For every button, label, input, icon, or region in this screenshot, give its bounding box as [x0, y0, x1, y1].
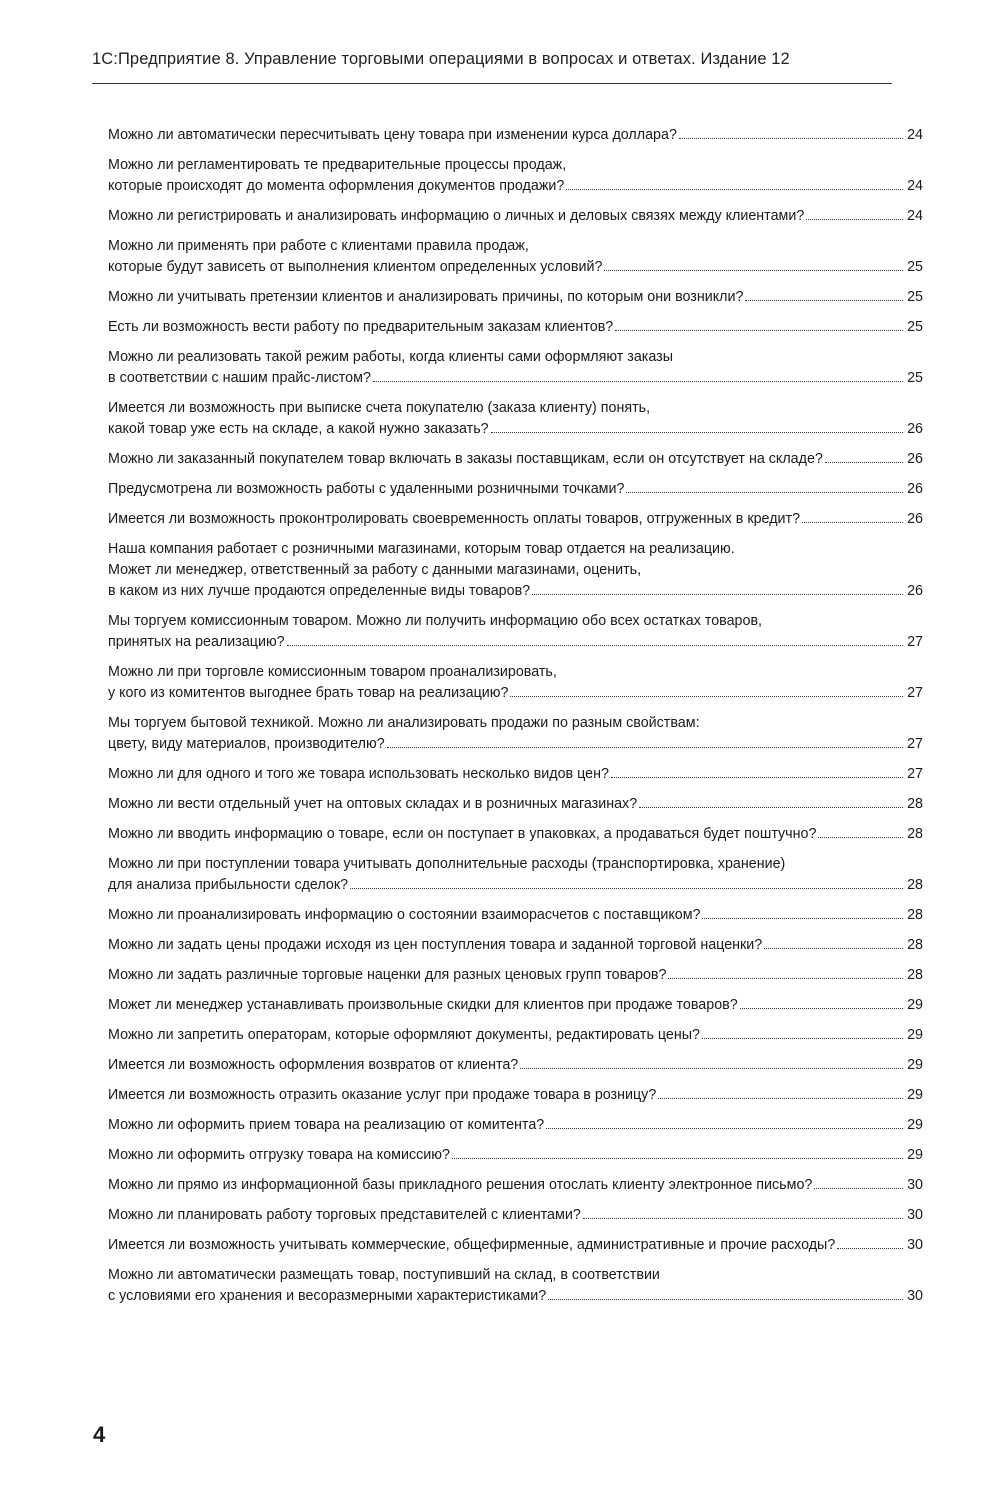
toc-entry-page-number: 25: [907, 259, 923, 275]
toc-entry: [108, 539, 923, 602]
toc-entry-text-line: Можно ли автоматически размещать товар, поступивший на склад, в соответствии: [108, 1267, 660, 1283]
toc-entry-last-line: [108, 581, 923, 602]
toc-entry: [108, 1085, 923, 1106]
toc-entry-page-number: 28: [907, 826, 923, 842]
toc-entry-page-number: 28: [907, 796, 923, 812]
toc-entry-page-number: 29: [907, 1087, 923, 1103]
toc-entry-page-number: 29: [907, 1027, 923, 1043]
toc-entry-page-number: 26: [907, 451, 923, 467]
toc-entry-text-line: Можно ли при поступлении товара учитывать дополнительные расходы (транспортировка, хранение): [108, 856, 786, 872]
toc-entry-text-line: Можно ли регламентировать те предварительные процессы продаж,: [108, 157, 567, 173]
toc-entry-last-line: [108, 824, 923, 845]
dot-leader: [764, 948, 903, 949]
toc-entry: [108, 1145, 923, 1166]
toc-entry-text-line: Наша компания работает с розничными магазинами, которым товар отдается на реализацию.: [108, 541, 735, 557]
toc-entry-last-line: [108, 419, 923, 440]
toc-entry: [108, 449, 923, 470]
toc-entry-text-line: цвету, виду материалов, производителю?: [108, 736, 385, 752]
toc-entry-last-line: [108, 995, 923, 1016]
toc-entry-text-line: Можно ли вводить информацию о товаре, если он поступает в упаковках, а продаваться будет поштучно?: [108, 826, 817, 842]
table-of-contents: [108, 125, 923, 1316]
toc-entry: [108, 1175, 923, 1196]
toc-entry: [108, 854, 923, 896]
dot-leader: [837, 1248, 903, 1249]
toc-entry-text-line: Мы торгуем комиссионным товаром. Можно ли получить информацию обо всех остатках товаров,: [108, 613, 763, 629]
toc-entry: [108, 287, 923, 308]
toc-entry: [108, 713, 923, 755]
toc-entry-page-number: 26: [907, 481, 923, 497]
toc-entry-page-number: 30: [907, 1177, 923, 1193]
toc-entry-last-line: [108, 1175, 923, 1196]
toc-entry-page-number: 28: [907, 967, 923, 983]
toc-entry-page-number: 26: [907, 421, 923, 437]
toc-entry-last-line: [108, 905, 923, 926]
dot-leader: [520, 1068, 903, 1069]
toc-entry: [108, 1025, 923, 1046]
toc-entry: [108, 509, 923, 530]
toc-entry-text-line: какой товар уже есть на складе, а какой нужно заказать?: [108, 421, 489, 437]
toc-entry: [108, 935, 923, 956]
toc-entry-last-line: [108, 257, 923, 278]
toc-entry-text-line: Можно ли регистрировать и анализировать информацию о личных и деловых связях между клиентами?: [108, 208, 805, 224]
toc-entry: [108, 965, 923, 986]
toc-entry-last-line: [108, 632, 923, 653]
toc-entry: [108, 662, 923, 704]
toc-entry-last-line: [108, 1055, 923, 1076]
toc-entry-last-line: [108, 1205, 923, 1226]
dot-leader: [702, 1038, 903, 1039]
toc-entry-last-line: [108, 509, 923, 530]
toc-entry-page-number: 24: [907, 127, 923, 143]
toc-entry-page-number: 29: [907, 1147, 923, 1163]
dot-leader: [510, 696, 903, 697]
dot-leader: [658, 1098, 903, 1099]
dot-leader: [814, 1188, 903, 1189]
dot-leader: [615, 330, 903, 331]
toc-entry-text-line: Мы торгуем бытовой техникой. Можно ли анализировать продажи по разным свойствам:: [108, 715, 700, 731]
toc-entry: [108, 155, 923, 197]
toc-entry-text-line: Можно ли автоматически пересчитывать цену товара при изменении курса доллара?: [108, 127, 677, 143]
toc-entry-text-line: Имеется ли возможность проконтролировать своевременность оплаты товаров, отгруженных в кредит?: [108, 511, 801, 527]
dot-leader: [745, 300, 903, 301]
toc-entry: [108, 479, 923, 500]
toc-entry-text-line: Можно ли запретить операторам, которые оформляют документы, редактировать цены?: [108, 1027, 700, 1043]
toc-entry: [108, 1235, 923, 1256]
dot-leader: [668, 978, 903, 979]
toc-entry-page-number: 27: [907, 766, 923, 782]
toc-entry-page-number: 29: [907, 1117, 923, 1133]
dot-leader: [350, 888, 903, 889]
toc-entry: [108, 1265, 923, 1307]
toc-entry: [108, 317, 923, 338]
dot-leader: [548, 1299, 903, 1300]
toc-entry-last-line: [108, 734, 923, 755]
toc-entry-page-number: 30: [907, 1207, 923, 1223]
toc-entry: [108, 1115, 923, 1136]
page-number: 4: [93, 1422, 106, 1447]
toc-entry: [108, 611, 923, 653]
toc-entry-last-line: [108, 1085, 923, 1106]
toc-entry-text-line: Имеется ли возможность отразить оказание услуг при продаже товара в розницу?: [108, 1087, 657, 1103]
toc-entry-text-line: Можно ли прямо из информационной базы прикладного решения отослать клиенту электронное письмо?: [108, 1177, 813, 1193]
dot-leader: [387, 747, 903, 748]
toc-entry-last-line: [108, 875, 923, 896]
toc-entry-text-line: в каком из них лучше продаются определенные виды товаров?: [108, 583, 531, 599]
toc-entry-last-line: [108, 176, 923, 197]
toc-entry: [108, 236, 923, 278]
toc-entry-page-number: 26: [907, 583, 923, 599]
dot-leader: [287, 645, 903, 646]
toc-entry-text-line: Можно ли задать различные торговые наценки для разных ценовых групп товаров?: [108, 967, 667, 983]
toc-entry-text-line: которые будут зависеть от выполнения клиентом определенных условий?: [108, 259, 603, 275]
toc-entry-page-number: 29: [907, 1057, 923, 1073]
toc-entry-last-line: [108, 125, 923, 146]
toc-entry-last-line: [108, 479, 923, 500]
toc-entry-page-number: 27: [907, 736, 923, 752]
toc-entry: [108, 794, 923, 815]
toc-entry-page-number: 27: [907, 685, 923, 701]
toc-entry-page-number: 25: [907, 289, 923, 305]
toc-entry-page-number: 29: [907, 997, 923, 1013]
dot-leader: [611, 777, 903, 778]
toc-entry-text-line: Имеется ли возможность при выписке счета покупателю (заказа клиенту) понять,: [108, 400, 651, 416]
dot-leader: [546, 1128, 903, 1129]
toc-entry-page-number: 24: [907, 208, 923, 224]
toc-entry-page-number: 30: [907, 1288, 923, 1304]
toc-entry: [108, 398, 923, 440]
dot-leader: [626, 492, 903, 493]
toc-entry-text-line: Можно ли для одного и того же товара использовать несколько видов цен?: [108, 766, 609, 782]
dot-leader: [583, 1218, 903, 1219]
toc-entry: [108, 764, 923, 785]
toc-entry-page-number: 28: [907, 877, 923, 893]
dot-leader: [604, 270, 903, 271]
toc-entry-text-line: Имеется ли возможность учитывать коммерческие, общефирменные, административные и прочие расходы?: [108, 1237, 836, 1253]
toc-entry: [108, 206, 923, 227]
toc-entry-last-line: [108, 683, 923, 704]
dot-leader: [639, 807, 903, 808]
dot-leader: [532, 594, 903, 595]
toc-entry-last-line: [108, 287, 923, 308]
toc-entry: [108, 125, 923, 146]
dot-leader: [373, 381, 903, 382]
toc-entry-text-line: с условиями его хранения и весоразмерными характеристиками?: [108, 1288, 547, 1304]
toc-entry-text-line: которые происходят до момента оформления документов продажи?: [108, 178, 565, 194]
toc-entry-last-line: [108, 965, 923, 986]
toc-entry: [108, 824, 923, 845]
dot-leader: [491, 432, 903, 433]
toc-entry: [108, 1205, 923, 1226]
toc-entry-last-line: [108, 794, 923, 815]
toc-entry-text-line: для анализа прибыльности сделок?: [108, 877, 349, 893]
toc-entry-last-line: [108, 1286, 923, 1307]
toc-entry-text-line: Предусмотрена ли возможность работы с удаленными розничными точками?: [108, 481, 625, 497]
toc-entry-text-line: у кого из комитентов выгоднее брать товар на реализацию?: [108, 685, 509, 701]
dot-leader: [806, 219, 903, 220]
toc-entry-page-number: 26: [907, 511, 923, 527]
toc-entry-last-line: [108, 764, 923, 785]
dot-leader: [802, 522, 903, 523]
toc-entry-text-line: Можно ли учитывать претензии клиентов и анализировать причины, по которым они возникли?: [108, 289, 744, 305]
toc-entry-text-line: Имеется ли возможность оформления возвратов от клиента?: [108, 1057, 519, 1073]
toc-entry-text-line: Может ли менеджер устанавливать произвольные скидки для клиентов при продаже товаров?: [108, 997, 738, 1013]
dot-leader: [566, 189, 903, 190]
toc-entry-page-number: 28: [907, 907, 923, 923]
dot-leader: [740, 1008, 903, 1009]
dot-leader: [452, 1158, 903, 1159]
toc-entry-page-number: 27: [907, 634, 923, 650]
toc-entry: [108, 1055, 923, 1076]
dot-leader: [825, 462, 903, 463]
toc-entry-text-line: Есть ли возможность вести работу по предварительным заказам клиентов?: [108, 319, 614, 335]
toc-entry-last-line: [108, 1115, 923, 1136]
toc-entry-page-number: 25: [907, 370, 923, 386]
toc-entry-last-line: [108, 1235, 923, 1256]
toc-entry-text-line: Можно ли оформить отгрузку товара на комиссию?: [108, 1147, 450, 1163]
toc-entry-page-number: 28: [907, 937, 923, 953]
toc-entry: [108, 995, 923, 1016]
dot-leader: [818, 837, 903, 838]
toc-entry-last-line: [108, 1025, 923, 1046]
toc-entry-text-line: Можно ли проанализировать информацию о состоянии взаиморасчетов с поставщиком?: [108, 907, 701, 923]
toc-entry-page-number: 24: [907, 178, 923, 194]
dot-leader: [679, 138, 903, 139]
toc-entry-text-line: Можно ли задать цены продажи исходя из цен поступления товара и заданной торговой наценки?: [108, 937, 763, 953]
toc-entry: [108, 905, 923, 926]
toc-entry-text-line: Можно ли при торговле комиссионным товаром проанализировать,: [108, 664, 557, 680]
toc-entry-text-line: Можно ли реализовать такой режим работы, когда клиенты сами оформляют заказы: [108, 349, 673, 365]
header-divider: [92, 83, 892, 84]
toc-entry-last-line: [108, 317, 923, 338]
toc-entry-text-line: Может ли менеджер, ответственный за работу с данными магазинами, оценить,: [108, 562, 642, 578]
dot-leader: [702, 918, 903, 919]
toc-entry-last-line: [108, 1145, 923, 1166]
toc-entry-last-line: [108, 449, 923, 470]
toc-entry-last-line: [108, 368, 923, 389]
toc-entry-page-number: 30: [907, 1237, 923, 1253]
toc-entry: [108, 347, 923, 389]
toc-entry-last-line: [108, 935, 923, 956]
toc-entry-text-line: Можно ли заказанный покупателем товар включать в заказы поставщикам, если он отсутствует на складе?: [108, 451, 823, 467]
toc-entry-text-line: Можно ли вести отдельный учет на оптовых складах и в розничных магазинах?: [108, 796, 638, 812]
toc-entry-last-line: [108, 206, 923, 227]
toc-entry-page-number: 25: [907, 319, 923, 335]
toc-entry-text-line: в соответствии с нашим прайс-листом?: [108, 370, 371, 386]
running-header: 1С:Предприятие 8. Управление торговыми операциями в вопросах и ответах. Издание 12: [92, 50, 790, 68]
toc-entry-text-line: Можно ли оформить прием товара на реализацию от комитента?: [108, 1117, 545, 1133]
toc-entry-text-line: принятых на реализацию?: [108, 634, 285, 650]
toc-entry-text-line: Можно ли применять при работе с клиентами правила продаж,: [108, 238, 529, 254]
toc-entry-text-line: Можно ли планировать работу торговых представителей с клиентами?: [108, 1207, 581, 1223]
